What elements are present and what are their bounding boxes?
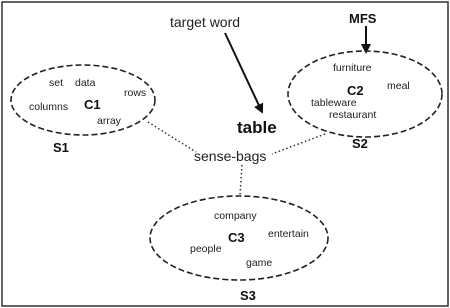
target-word: table [237,118,277,137]
cluster-s3-word: company [214,210,257,222]
cluster-s2-word: tableware [311,97,357,109]
sense-s3-label: S3 [240,288,256,303]
cluster-s1-word: data [75,77,96,89]
sense-bags-label: sense-bags [194,148,267,164]
cluster-s1-ellipse [11,65,155,135]
target-word-label: target word [170,14,241,30]
cluster-s3-word: game [246,257,273,269]
cluster-s2-label: C2 [347,83,364,98]
target-word-arrow [225,33,262,112]
connector-s1 [148,122,196,152]
cluster-s2-word: furniture [333,62,372,74]
cluster-s3-word: people [190,243,222,255]
cluster-s1-word: columns [29,101,69,113]
connector-s3 [240,165,242,195]
cluster-s2-word: restaurant [329,109,377,121]
cluster-s1-word: set [49,77,64,89]
cluster-s1-word: array [97,115,121,127]
cluster-s1-word: rows [124,87,147,99]
cluster-s2-word: meal [387,80,410,92]
mfs-label: MFS [349,11,377,26]
cluster-s1-label: C1 [84,97,101,112]
sense-s2-label: S2 [352,136,368,151]
cluster-s3-word: entertain [268,228,309,240]
cluster-s3-label: C3 [228,230,245,245]
sense-s1-label: S1 [53,140,69,155]
connector-s2 [272,134,325,154]
